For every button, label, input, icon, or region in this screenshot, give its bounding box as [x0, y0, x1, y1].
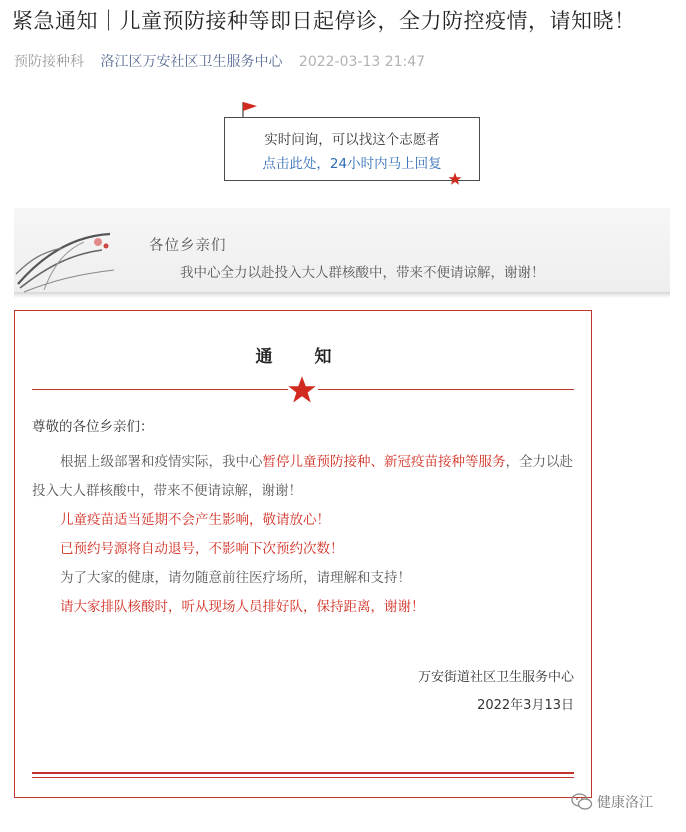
p1-text-before: 根据上级部署和疫情实际，我中心 [60, 454, 263, 470]
orchid-ink-icon [14, 214, 124, 294]
signature-date: 2022年3月13日 [477, 698, 574, 713]
account-name-link[interactable]: 洛江区万安社区卫生服务中心 [100, 54, 283, 70]
greeting-title: 各位乡亲们 [149, 238, 227, 254]
article-meta [14, 52, 437, 72]
small-star-icon [448, 172, 462, 186]
divider-left [32, 389, 288, 390]
volunteer-consult-box[interactable] [224, 117, 480, 181]
greeting-text: 我中心全力以赴投入大人群核酸中，带来不便请谅解，谢谢！ [180, 265, 545, 281]
signature-organization: 万安街道社区卫生服务中心 [417, 670, 574, 685]
notice-title: 通 知 [255, 347, 350, 367]
divider-right [318, 389, 574, 390]
bottom-divider [32, 772, 574, 774]
p1-text-after: ，全力以赴投入大人群核酸中，带来不便请谅解，谢谢！ [32, 454, 573, 499]
publish-date: 2022-03-13 21:47 [298, 54, 426, 70]
notice-salutation: 尊敬的各位乡亲们： [32, 419, 154, 435]
notice-paragraph-1 [32, 448, 578, 506]
watermark-text: 健康洛江 [597, 795, 653, 811]
volunteer-text: 实时问询，可以找这个志愿者 [264, 132, 440, 148]
notice-paragraph-3: 已预约号源将自动退号，不影响下次预约次数！ [60, 541, 344, 557]
notice-paragraph-5: 请大家排队核酸时，听从现场人员排好队，保持距离，谢谢！ [60, 599, 425, 615]
red-star-icon [287, 375, 317, 405]
article-title: 紧急通知｜儿童预防接种等即日起停诊，全力防控疫情，请知晓！ [12, 9, 636, 33]
volunteer-link[interactable]: 点击此处，24小时内马上回复 [262, 156, 442, 172]
bottom-divider-thin [32, 777, 574, 778]
wechat-icon [571, 792, 593, 812]
p1-highlight: 暂停儿童预防接种、新冠疫苗接种等服务 [262, 454, 506, 470]
notice-paragraph-4: 为了大家的健康，请勿随意前往医疗场所，请理解和支持！ [60, 570, 411, 586]
notice-paragraph-2: 儿童疫苗适当延期不会产生影响，敬请放心！ [60, 512, 330, 528]
article-category: 预防接种科 [14, 54, 84, 70]
